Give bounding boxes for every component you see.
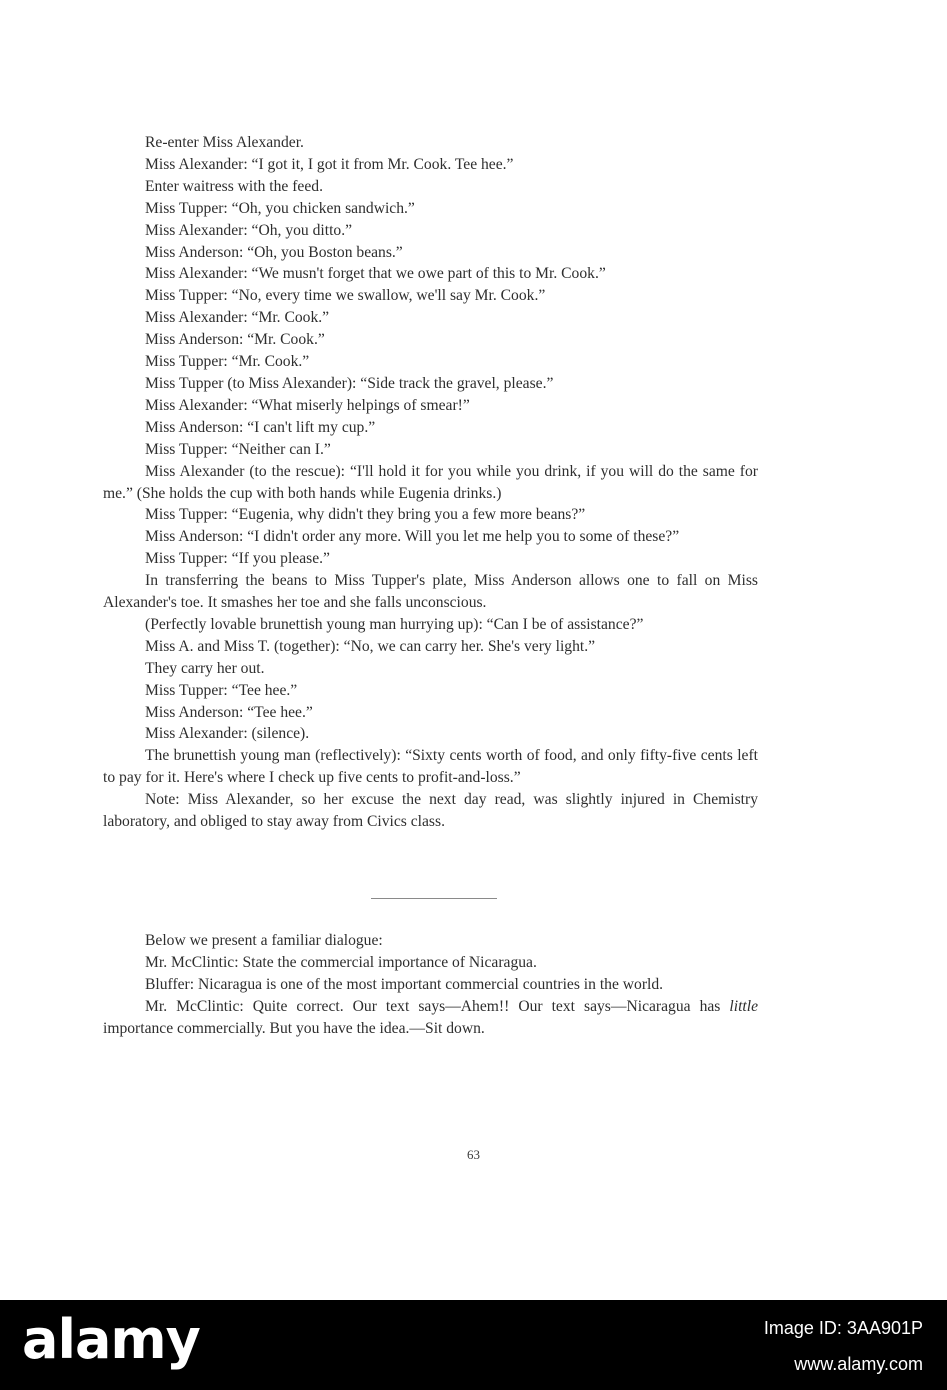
paragraph: Miss Tupper: “Eugenia, why didn't they bring you a few more beans?” — [145, 506, 586, 524]
site-url: www.alamy.com — [794, 1354, 923, 1374]
paragraph: Miss Tupper (to Miss Alexander): “Side track the gravel, please.” — [145, 374, 554, 392]
section-divider — [371, 898, 497, 899]
paragraph: Miss A. and Miss T. (together): “No, we can carry her. She's very light.” — [145, 637, 596, 655]
paragraph: The brunettish young man (reflectively): “Sixty cents worth of food, and only fifty-five cents left to pay for it. Here's where I check up five cents to profit-and-loss.” — [103, 747, 758, 787]
italic-word: little — [729, 997, 758, 1015]
section-familiar-dialogue — [103, 930, 758, 1040]
paragraph: Miss Anderson: “Mr. Cook.” — [145, 331, 325, 349]
paragraph: In transferring the beans to Miss Tupper's plate, Miss Anderson allows one to fall on Miss Alexander's toe. It smashes her toe and she falls unconscious. — [103, 572, 758, 612]
paragraph: Miss Anderson: “I can't lift my cup.” — [145, 418, 376, 436]
page-number: 63 — [467, 1147, 480, 1162]
watermark-banner — [0, 1300, 947, 1390]
paragraph: Miss Alexander: “I got it, I got it from Mr. Cook. Tee hee.” — [145, 155, 514, 173]
paragraph: Miss Anderson: “I didn't order any more. Will you let me help you to some of these?” — [145, 528, 680, 546]
paragraph: Miss Alexander: “We musn't forget that we owe part of this to Mr. Cook.” — [145, 265, 606, 283]
paragraph: Miss Tupper: “Mr. Cook.” — [145, 353, 310, 371]
paragraph: Miss Alexander: “What miserly helpings of smear!” — [145, 396, 470, 414]
paragraph: Miss Tupper: “Tee hee.” — [145, 681, 298, 699]
paragraph: Miss Tupper: “If you please.” — [145, 550, 330, 568]
paragraph: Miss Alexander: (silence). — [145, 725, 310, 743]
paragraph: Miss Tupper: “Oh, you chicken sandwich.” — [145, 199, 415, 217]
paragraph: Miss Anderson: “Tee hee.” — [145, 703, 313, 721]
paragraph: Bluffer: Nicaragua is one of the most important commercial countries in the world. — [145, 975, 664, 993]
paragraph: Miss Alexander: “Mr. Cook.” — [145, 309, 330, 327]
paragraph: Enter waitress with the feed. — [145, 177, 323, 195]
section-dialogue-tea — [103, 132, 758, 833]
image-id-label: Image ID: 3AA901P — [763, 1318, 923, 1338]
text-run: Mr. McClintic: Quite correct. Our text says—Ahem!! Our text says—Nicaragua has — [145, 997, 730, 1015]
paragraph: Mr. McClintic: State the commercial importance of Nicaragua. — [145, 953, 537, 971]
alamy-logo: alamy — [22, 1308, 200, 1371]
paragraph: Note: Miss Alexander, so her excuse the next day read, was slightly injured in Chemistry laboratory, and obliged to stay away from Civics class. — [103, 791, 758, 831]
paragraph: Below we present a familiar dialogue: — [145, 932, 383, 949]
paragraph: Re-enter Miss Alexander. — [145, 134, 304, 151]
paragraph: They carry her out. — [145, 659, 265, 677]
paragraph: Miss Alexander: “Oh, you ditto.” — [145, 221, 353, 239]
paragraph: (Perfectly lovable brunettish young man hurrying up): “Can I be of assistance?” — [145, 615, 644, 633]
text-run: importance commercially. But you have the idea.—Sit down. — [103, 1019, 485, 1037]
paragraph: Miss Alexander (to the rescue): “I'll hold it for you while you drink, if you will do the same for me.” (She holds the cup with both hands while Eugenia drinks.) — [103, 462, 758, 502]
paragraph: Miss Tupper: “Neither can I.” — [145, 440, 331, 458]
paragraph: Miss Anderson: “Oh, you Boston beans.” — [145, 243, 403, 261]
paragraph-last — [103, 996, 758, 1040]
paragraph: Miss Tupper: “No, every time we swallow, we'll say Mr. Cook.” — [145, 287, 546, 305]
